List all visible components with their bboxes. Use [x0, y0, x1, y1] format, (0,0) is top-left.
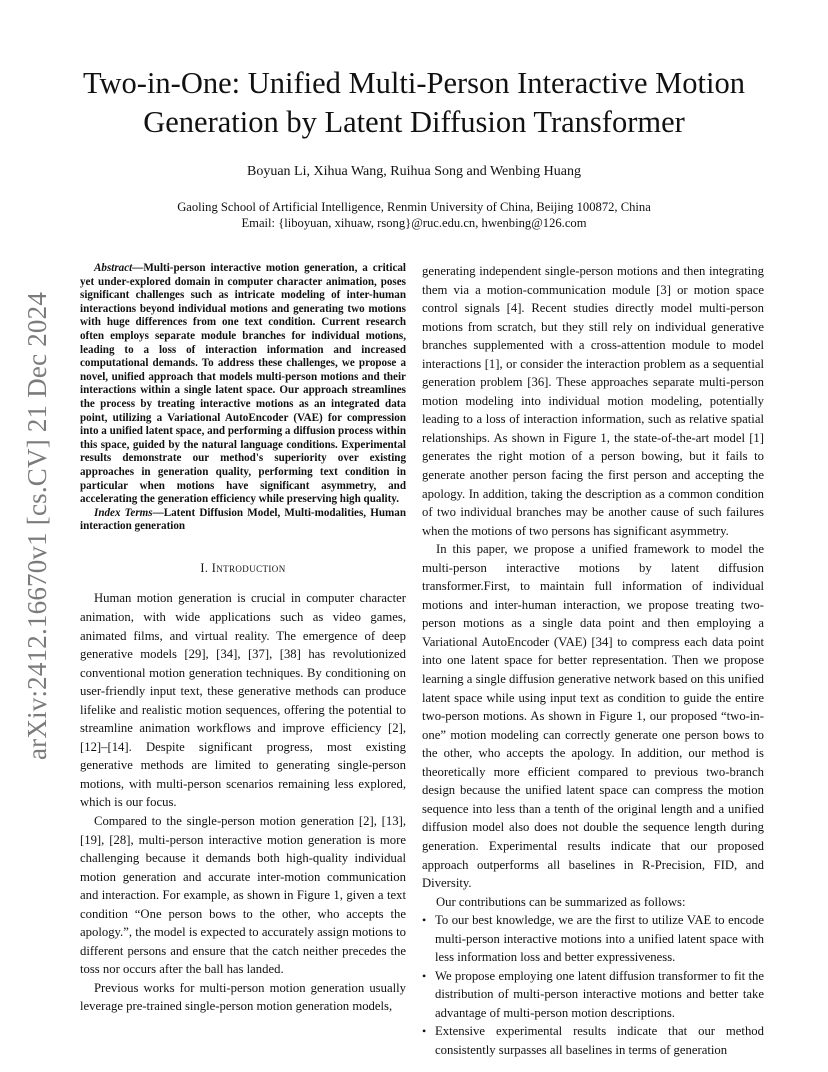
arxiv-stamp[interactable] — [22, 280, 50, 760]
arxiv-stamp-text: arXiv:2412.16670v1 [cs.CV] 21 Dec 2024 — [22, 291, 52, 760]
bullet-icon: • — [422, 913, 427, 928]
author-emails: Email: {liboyuan, xihuaw, rsong}@ruc.edu.cn, hwenbing@126.com — [241, 216, 587, 230]
intro-paragraph-3: Previous works for multi-person motion generation usually leverage pre-trained single-person motion generation models, — [80, 980, 406, 1014]
contribution-item — [422, 1022, 764, 1059]
contribution-item — [422, 967, 764, 1023]
author-affiliation-block — [40, 199, 788, 231]
left-column — [80, 262, 406, 1016]
right-column — [422, 262, 764, 1060]
intro-paragraph-proposal: In this paper, we propose a unified framework to model the multi-person interactive motions by latent diffusion transformer.First, to maintain full information of individual motions and inter-human interaction, we propose treating two-person motions as a single data point and then employing a Variational AutoEncoder (VAE) [34] to compress each data point into one latent space for better representation. Then we propose learning a single diffusion generative network based on this unified latent space while using input text as condition to guide the entire two-person motions. As shown in Figure 1, our proposed “two-in-one” motion modeling can correctly generate one person bows to the other, who accepts the apology. In addition, our method is theoretically more efficient compared to previous two-branch design because the unified latent space can compress the motion sequence into less than a tenth of the original length and a unified diffusion model also does not double the sequence length during generation. Experimental results indicate that our proposed approach outperforms all baselines in R-Precision, FID, and Diversity. — [422, 542, 764, 891]
intro-paragraph-1: Human motion generation is crucial in computer character animation, with wide applications such as video games, animated films, and virtual reality. The emergence of deep generative models [29], [34], [37], [38] has revolutionized conventional motion generation techniques. By conditioning on user-friendly input text, these generative methods can produce lifelike and realistic motion sequences, offering the potential to streamline animation workflows and improve efficiency [2], [12]–[14]. Despite significant progress, most existing generative methods are limited to generating single-person motions, with multi-person scenarios remaining less explored, which is our focus. — [80, 591, 406, 810]
contribution-item — [422, 911, 764, 967]
abstract-label: Abstract — [94, 262, 133, 274]
index-terms — [80, 507, 406, 534]
bullet-icon: • — [422, 1024, 427, 1039]
paper-authors: Boyuan Li, Xihua Wang, Ruihua Song and Wenbing Huang — [247, 164, 581, 179]
index-terms-label: Index Terms — [94, 506, 153, 519]
paper-title: Two-in-One: Unified Multi-Person Interactive Motion Generation by Latent Diffusion Transformer — [83, 66, 745, 139]
contribution-text: To our best knowledge, we are the first to utilize VAE to encode multi-person interactive motions into a unified latent space with less information loss and better expressiveness. — [435, 913, 764, 965]
bullet-icon: • — [422, 968, 427, 983]
contributions-list — [422, 911, 764, 1059]
index-terms-text: —Latent Diffusion Model, Multi-modalities, Human interaction generation — [80, 506, 406, 533]
intro-paragraph-continued: generating independent single-person motions and then integrating them via a motion-communication module [3] or motion space control signals [4]. Recent studies directly model multi-person motions from scratch, but they still rely on individual generative branches supplemented with a cross-attention module to model interactions [1], or consider the interaction problem as a sequential generation problem [36]. These approaches separate multi-person motion modeling into individual motion modeling, potentially leading to a loss of interaction information, such as relative spatial relationships. As shown in Figure 1, the state-of-the-art model [1] generates the right motion of a person bowing, but it fails to generate another person facing the first person and accepting the apology. In addition, taking the description as a common condition of two individual branches may be another cause of such failures when the motions of two persons has significant asymmetry. — [422, 264, 764, 538]
contributions-lead: Our contributions can be summarized as follows: — [436, 894, 686, 909]
abstract — [80, 262, 406, 507]
affiliation: Gaoling School of Artificial Intelligence, Renmin University of China, Beijing 100872, China — [177, 200, 651, 214]
intro-paragraph-2: Compared to the single-person motion generation [2], [13], [19], [28], multi-person interactive motion generation is more challenging because it demands both high-quality individual motion generation and accurate inter-motion communication and interaction. For example, as shown in Figure 1, given a text condition “One person bows to the other, who accepts the apology.”, the model is expected to accurately assign motions to different persons and ensure that the catch neither precedes the toss nor occurs after the ball has landed. — [80, 813, 406, 977]
contribution-text: Extensive experimental results indicate that our method consistently surpasses all baselines in terms of generation — [435, 1024, 764, 1057]
contribution-text: We propose employing one latent diffusion transformer to fit the distribution of multi-person interactive motions and better take advantage of multi-person motion descriptions. — [435, 968, 764, 1020]
section-heading-introduction: I. Introduction — [200, 560, 286, 575]
abstract-text: —Multi-person interactive motion generation, a critical yet under-explored domain in computer character animation, poses significant challenges such as intricate modeling of inter-human interactions beyond individual motions and generating two motions with huge differences from one text condition. Current research often employs separate module branches for individual motions, leading to a loss of interaction information and increased computational demands. To address these challenges, we propose a novel, unified approach that models multi-person motions and their interactions within a single latent space. Our approach streamlines the process by treating interactive motions as an integrated data point, utilizing a Variational AutoEncoder (VAE) for compression into a unified latent space, and performing a diffusion process within this space, guided by the natural language conditions. Experimental results demonstrate our method's superiority over existing approaches in generation quality, performing text condition in particular when motions have significant asymmetry, and accelerating the generation efficiency while preserving high quality. — [80, 262, 406, 506]
